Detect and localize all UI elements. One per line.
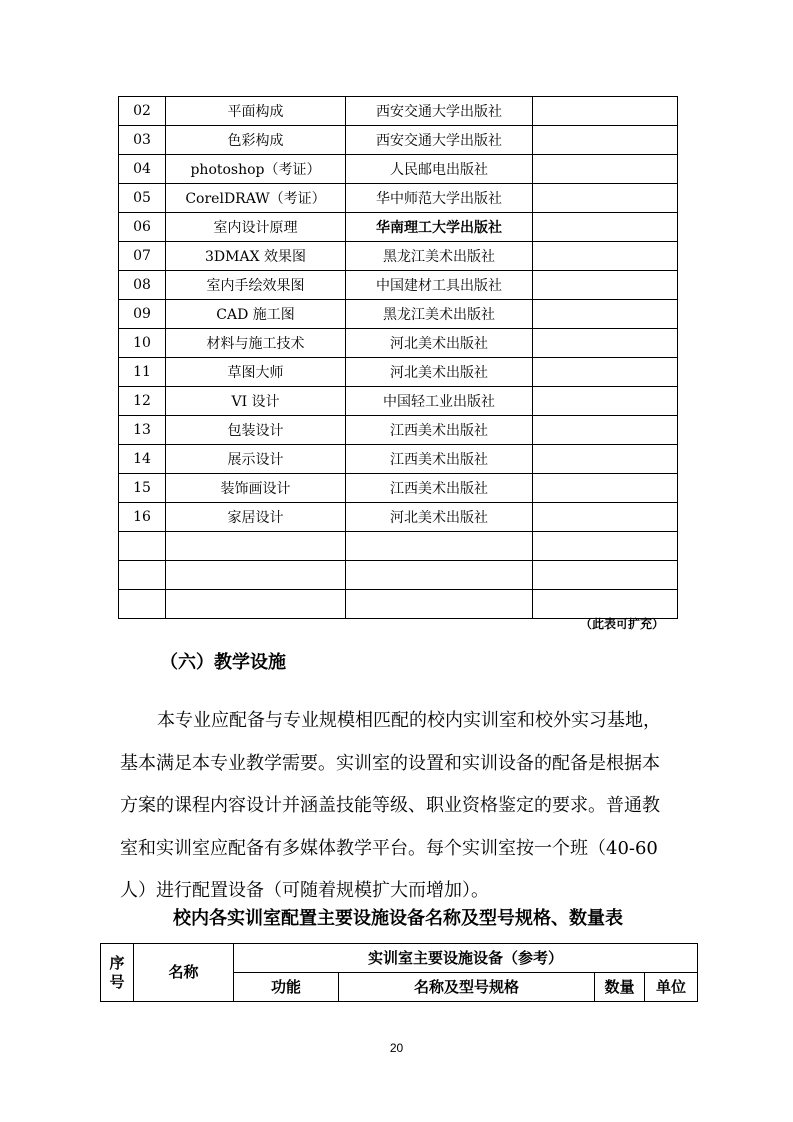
cell-extra	[533, 561, 678, 590]
cell-extra	[533, 213, 678, 242]
cell-extra	[533, 358, 678, 387]
table-row	[119, 358, 678, 387]
cell-publisher: 华中师范大学出版社	[346, 184, 533, 213]
table-row	[119, 387, 678, 416]
cell-course-name: 展示设计	[166, 445, 346, 474]
table-row	[119, 300, 678, 329]
cell-number: 15	[119, 474, 166, 503]
cell-number: 14	[119, 445, 166, 474]
header-name: 名称	[134, 944, 234, 1002]
cell-number: 07	[119, 242, 166, 271]
cell-number: 04	[119, 155, 166, 184]
paragraph-line: 基本满足本专业教学需要。实训室的设置和实训设备的配备是根据本	[120, 752, 660, 774]
cell-publisher: 黑龙江美术出版社	[346, 300, 533, 329]
cell-number: 08	[119, 271, 166, 300]
table-row	[119, 271, 678, 300]
cell-publisher: 江西美术出版社	[346, 474, 533, 503]
cell-publisher: 中国轻工业出版社	[346, 387, 533, 416]
table-row	[119, 561, 678, 590]
header-quantity: 数量	[595, 973, 645, 1002]
header-unit: 单位	[645, 973, 698, 1002]
table-row	[119, 126, 678, 155]
cell-course-name	[166, 532, 346, 561]
paragraph-line: 方案的课程内容设计并涵盖技能等级、职业资格鉴定的要求。普通教	[120, 795, 660, 816]
cell-extra	[533, 242, 678, 271]
cell-course-name: 色彩构成	[166, 126, 346, 155]
cell-course-name: photoshop（考证）	[166, 155, 346, 184]
header-serial-no: 序号	[101, 944, 134, 1002]
cell-number: 11	[119, 358, 166, 387]
cell-publisher: 人民邮电出版社	[346, 155, 533, 184]
cell-extra	[533, 503, 678, 532]
cell-course-name: 室内设计原理	[166, 213, 346, 242]
cell-publisher: 江西美术出版社	[346, 445, 533, 474]
table-expandable-note: （此表可扩充）	[579, 617, 664, 631]
cell-extra	[533, 97, 678, 126]
cell-course-name: 草图大师	[166, 358, 346, 387]
cell-extra	[533, 329, 678, 358]
cell-number: 02	[119, 97, 166, 126]
cell-extra	[533, 300, 678, 329]
cell-course-name: 室内手绘效果图	[166, 271, 346, 300]
cell-publisher: 黑龙江美术出版社	[346, 242, 533, 271]
cell-publisher	[346, 532, 533, 561]
equipment-table	[100, 943, 698, 1002]
table-row	[119, 329, 678, 358]
paragraph-line: 本专业应配备与专业规模相匹配的校内实训室和校外实习基地，	[157, 710, 661, 731]
cell-extra	[533, 416, 678, 445]
cell-publisher: 西安交通大学出版社	[346, 126, 533, 155]
page-number: 20	[389, 1041, 404, 1055]
cell-extra	[533, 474, 678, 503]
cell-extra	[533, 184, 678, 213]
cell-course-name: 家居设计	[166, 503, 346, 532]
cell-number: 10	[119, 329, 166, 358]
cell-extra	[533, 271, 678, 300]
cell-extra	[533, 126, 678, 155]
cell-course-name: 包装设计	[166, 416, 346, 445]
cell-course-name: 材料与施工技术	[166, 329, 346, 358]
cell-number: 09	[119, 300, 166, 329]
header-spec: 名称及型号规格	[339, 973, 595, 1002]
table-row	[119, 532, 678, 561]
cell-extra	[533, 387, 678, 416]
cell-number	[119, 532, 166, 561]
header-equipment-group: 实训室主要设施设备（参考）	[234, 944, 698, 973]
table-row	[119, 97, 678, 126]
cell-publisher: 华南理工大学出版社	[346, 213, 533, 242]
cell-publisher	[346, 561, 533, 590]
header-function: 功能	[234, 973, 339, 1002]
section-paragraph	[120, 700, 676, 913]
cell-publisher: 河北美术出版社	[346, 329, 533, 358]
table-row	[119, 416, 678, 445]
cell-course-name: 3DMAX 效果图	[166, 242, 346, 271]
textbook-table	[118, 96, 678, 619]
table-row	[119, 242, 678, 271]
cell-course-name: CAD 施工图	[166, 300, 346, 329]
cell-course-name: CorelDRAW（考证）	[166, 184, 346, 213]
table-row	[119, 445, 678, 474]
section-heading: （六）教学设施	[160, 652, 286, 673]
cell-number: 16	[119, 503, 166, 532]
paragraph-line: 室和实训室应配备有多媒体教学平台。每个实训室按一个班（40-60	[120, 837, 658, 859]
cell-number	[119, 561, 166, 590]
cell-course-name	[166, 561, 346, 590]
paragraph-line: 人）进行配置设备（可随着规模扩大而增加）。	[120, 880, 489, 901]
cell-course-name: VI 设计	[166, 387, 346, 416]
cell-publisher: 河北美术出版社	[346, 503, 533, 532]
table-row	[119, 155, 678, 184]
cell-extra	[533, 445, 678, 474]
cell-publisher: 河北美术出版社	[346, 358, 533, 387]
equipment-table-caption: 校内各实训室配置主要设施设备名称及型号规格、数量表	[173, 908, 623, 929]
table-row	[119, 213, 678, 242]
table-row	[119, 503, 678, 532]
cell-number: 06	[119, 213, 166, 242]
table-row	[119, 184, 678, 213]
cell-publisher: 中国建材工具出版社	[346, 271, 533, 300]
cell-publisher: 江西美术出版社	[346, 416, 533, 445]
cell-number: 13	[119, 416, 166, 445]
cell-number: 03	[119, 126, 166, 155]
cell-extra	[533, 532, 678, 561]
cell-course-name: 平面构成	[166, 97, 346, 126]
table-row	[119, 474, 678, 503]
cell-publisher: 西安交通大学出版社	[346, 97, 533, 126]
cell-number: 12	[119, 387, 166, 416]
cell-extra	[533, 155, 678, 184]
cell-number: 05	[119, 184, 166, 213]
cell-course-name: 装饰画设计	[166, 474, 346, 503]
